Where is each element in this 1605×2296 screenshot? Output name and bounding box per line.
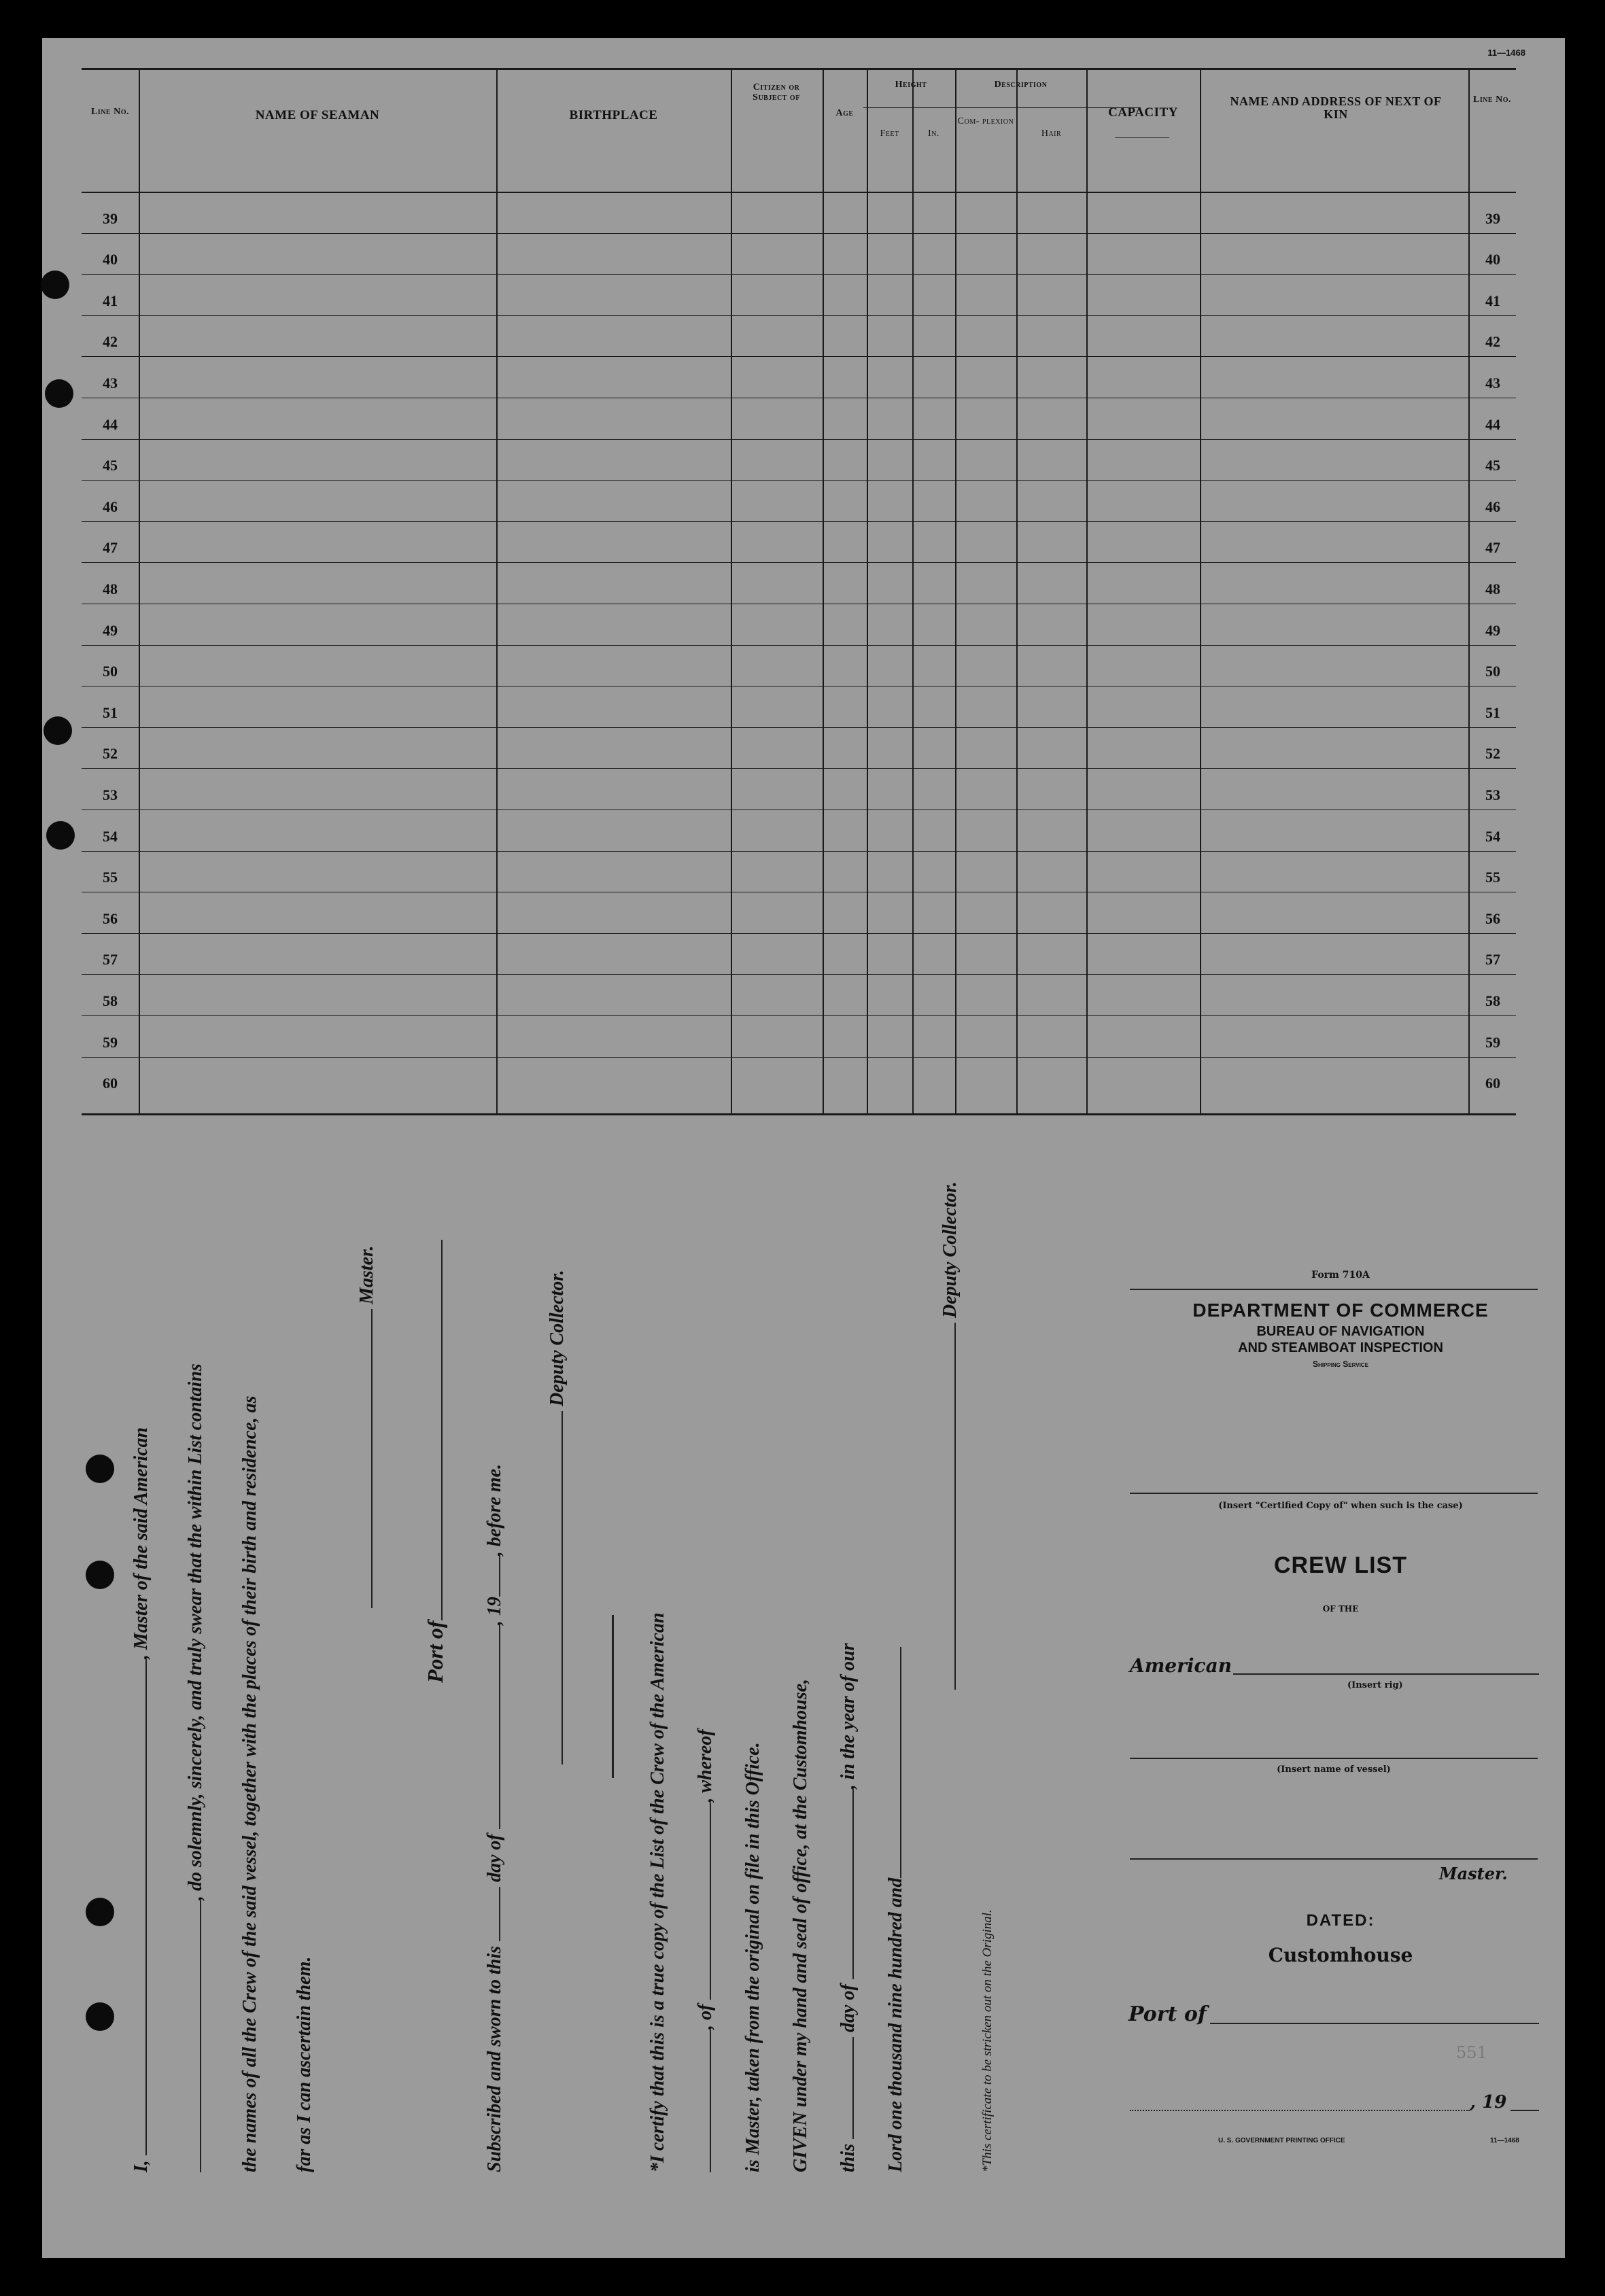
row-number-right: 50 xyxy=(1485,663,1500,680)
punch-hole xyxy=(86,2002,114,2031)
row-number-right: 41 xyxy=(1485,292,1500,309)
punch-hole xyxy=(86,1455,114,1483)
cert-line-5 xyxy=(838,1643,859,2172)
punch-hole xyxy=(86,1898,114,1926)
panel-top-rule xyxy=(1130,1289,1538,1290)
bureau-line-1: BUREAU OF NAVIGATION xyxy=(1256,1324,1425,1339)
row-number-left: 48 xyxy=(103,580,118,597)
header-in: In. xyxy=(928,128,939,139)
row-rule xyxy=(82,521,1516,522)
header-age: Age xyxy=(835,108,854,118)
american-label: American xyxy=(1130,1654,1232,1677)
row-number-left: 46 xyxy=(103,498,118,515)
row-rule xyxy=(82,562,1516,563)
panel-master-label: Master. xyxy=(1439,1864,1508,1883)
cert-footnote: *This certificate to be stricken out on the Original. xyxy=(980,1909,995,2172)
header-name-of-seaman: NAME OF SEAMAN xyxy=(255,108,380,122)
row-number-left: 39 xyxy=(103,210,118,227)
col-divider xyxy=(1086,68,1088,1115)
row-number-left: 47 xyxy=(103,539,118,556)
port-of-label: Port of xyxy=(423,1620,447,1683)
row-rule xyxy=(82,233,1516,234)
crew-list-form-page xyxy=(42,38,1565,2258)
row-rule xyxy=(82,480,1516,481)
row-number-left: 41 xyxy=(103,292,118,309)
cert-whereof: , whereof xyxy=(695,1729,716,1803)
shipping-service: Shipping Service xyxy=(1313,1359,1368,1369)
row-number-left: 58 xyxy=(103,992,118,1009)
header-next-of-kin: NAME AND ADDRESS OF NEXT OF KIN xyxy=(1230,94,1442,121)
before-me-text: , before me. xyxy=(484,1463,505,1556)
panel-port-line xyxy=(1210,2023,1539,2024)
row-rule xyxy=(82,727,1516,728)
row-rule xyxy=(82,1057,1516,1058)
header-description: Description xyxy=(994,80,1048,90)
row-number-left: 59 xyxy=(103,1034,118,1051)
capacity-dash xyxy=(1115,137,1169,138)
punch-hole xyxy=(45,379,73,408)
cert-month-blank xyxy=(852,1789,854,1979)
row-number-right: 53 xyxy=(1485,786,1500,803)
year-line xyxy=(1511,2110,1539,2111)
row-number-right: 49 xyxy=(1485,622,1500,639)
crew-table xyxy=(82,68,1516,1115)
row-number-right: 39 xyxy=(1485,210,1500,227)
row-number-right: 52 xyxy=(1485,745,1500,762)
header-birthplace: BIRTHPLACE xyxy=(569,108,658,122)
certified-copy-line xyxy=(1130,1493,1538,1494)
row-number-left: 40 xyxy=(103,251,118,268)
cert-line-1: *I certify that this is a true copy of the List of the Crew of the American xyxy=(647,1612,668,2172)
row-number-right: 46 xyxy=(1485,498,1500,515)
crew-list-cover-panel xyxy=(1128,1268,1551,2144)
deputy-collector-label-2: Deputy Collector. xyxy=(939,1181,961,1318)
row-number-right: 51 xyxy=(1485,704,1500,721)
insert-certified-note: (Insert "Certified Copy of" when such is the case) xyxy=(1218,1501,1463,1511)
stamp-number: 551 xyxy=(1456,2043,1487,2062)
oath-blank xyxy=(200,1900,201,2172)
year-prefix: , 19 xyxy=(484,1597,505,1626)
row-rule xyxy=(82,439,1516,440)
row-number-right: 44 xyxy=(1485,416,1500,433)
cert-year-text: , in the year of our xyxy=(838,1643,859,1790)
row-number-left: 54 xyxy=(103,828,118,845)
oath-line-1 xyxy=(131,1427,152,2172)
day-of-text: day of xyxy=(484,1829,505,1887)
date-19-label: , 19 xyxy=(1470,2092,1507,2112)
oath-line-3: the names of all the Crew of the said vessel, together with the places of their birth and residence, as xyxy=(239,1395,260,2172)
form-code-top: 11—1468 xyxy=(1487,48,1525,58)
col-divider xyxy=(1016,68,1018,1115)
cert-this: this xyxy=(838,2138,859,2172)
insert-vessel-note: (Insert name of vessel) xyxy=(1277,1764,1391,1775)
dated-label: DATED: xyxy=(1306,1911,1375,1930)
port-of-blank xyxy=(441,1240,443,1620)
cert-blank xyxy=(710,2030,711,2172)
gpo-imprint: U. S. GOVERNMENT PRINTING OFFICE xyxy=(1218,2137,1345,2144)
oath-master-of: , Master of the said American xyxy=(131,1427,152,1660)
master-signature-line xyxy=(371,1309,373,1608)
row-rule xyxy=(82,315,1516,316)
oath-line-2 xyxy=(185,1363,207,2172)
port-of-line xyxy=(423,1240,448,1683)
row-rule xyxy=(82,933,1516,934)
header-line-no: Line No. xyxy=(90,107,129,117)
header-capacity: CAPACITY xyxy=(1108,105,1178,120)
row-rule xyxy=(82,974,1516,975)
header-feet: Feet xyxy=(880,128,899,139)
master-name-blank xyxy=(145,1659,147,2155)
row-number-left: 50 xyxy=(103,663,118,680)
table-bottom-rule xyxy=(82,1113,1516,1115)
vessel-name-line xyxy=(1130,1758,1538,1759)
cert-port-blank xyxy=(710,1803,711,2000)
row-number-right: 42 xyxy=(1485,333,1500,350)
col-divider xyxy=(1468,68,1470,1115)
cert-lord-text: Lord one thousand nine hundred and xyxy=(885,1877,906,2172)
deputy-signature-line-2 xyxy=(954,1323,956,1690)
deputy-collector-1 xyxy=(547,1270,568,1764)
deputy-collector-label: Deputy Collector. xyxy=(547,1270,568,1406)
row-rule xyxy=(82,356,1516,357)
crew-list-title: CREW LIST xyxy=(1274,1552,1407,1578)
header-citizen: Citizen or Subject of xyxy=(753,82,800,103)
row-rule xyxy=(82,274,1516,275)
deputy-signature-line xyxy=(562,1411,563,1764)
row-number-left: 55 xyxy=(103,869,118,886)
panel-port-of-label: Port of xyxy=(1128,2002,1207,2026)
row-number-left: 45 xyxy=(103,457,118,474)
department-title: DEPARTMENT OF COMMERCE xyxy=(1192,1300,1489,1321)
header-height: Height xyxy=(895,80,927,90)
punch-hole xyxy=(41,271,69,299)
row-number-left: 43 xyxy=(103,375,118,392)
col-divider xyxy=(1200,68,1201,1115)
col-divider xyxy=(731,68,732,1115)
separator-rule xyxy=(612,1615,614,1778)
row-number-right: 54 xyxy=(1485,828,1500,845)
punch-hole xyxy=(86,1561,114,1589)
of-the-label: OF THE xyxy=(1322,1604,1359,1614)
customhouse-label: Customhouse xyxy=(1268,1944,1413,1966)
col-divider xyxy=(912,68,914,1115)
row-number-left: 53 xyxy=(103,786,118,803)
header-line-no-right: Line No. xyxy=(1472,94,1511,105)
subscribed-line xyxy=(484,1464,506,2172)
row-number-left: 49 xyxy=(103,622,118,639)
row-number-left: 44 xyxy=(103,416,118,433)
insert-rig-note: (Insert rig) xyxy=(1347,1680,1403,1690)
cert-line-2 xyxy=(695,1729,717,2172)
year-blank xyxy=(499,1556,500,1597)
row-number-right: 40 xyxy=(1485,251,1500,268)
master-line xyxy=(1130,1858,1538,1860)
row-number-right: 59 xyxy=(1485,1034,1500,1051)
row-rule xyxy=(82,768,1516,769)
col-divider xyxy=(139,68,140,1115)
date-line xyxy=(1130,2110,1470,2112)
cert-line-3: is Master, taken from the original on file in this Office. xyxy=(742,1742,763,2172)
row-rule xyxy=(82,851,1516,852)
row-number-left: 51 xyxy=(103,704,118,721)
col-divider xyxy=(823,68,824,1115)
subscribed-text: Subscribed and sworn to this xyxy=(484,1941,505,2172)
row-number-right: 45 xyxy=(1485,457,1500,474)
row-number-right: 57 xyxy=(1485,951,1500,968)
row-rule xyxy=(82,645,1516,646)
row-number-left: 52 xyxy=(103,745,118,762)
cert-line-4: GIVEN under my hand and seal of office, at the Customhouse, xyxy=(790,1678,811,2172)
header-complexion: Com- plexion xyxy=(957,116,1014,126)
row-number-right: 48 xyxy=(1485,580,1500,597)
bureau-line-2: AND STEAMBOAT INSPECTION xyxy=(1238,1340,1443,1355)
row-number-left: 60 xyxy=(103,1075,118,1092)
oath-i: I, xyxy=(131,2155,152,2172)
cert-of: , of xyxy=(695,1999,716,2030)
panel-form-code: 11—1468 xyxy=(1490,2137,1519,2144)
master-signature xyxy=(356,1246,378,1608)
row-rule xyxy=(82,1015,1516,1016)
deputy-collector-2 xyxy=(939,1181,961,1690)
punch-hole xyxy=(46,821,75,850)
header-bottom-rule xyxy=(82,192,1516,193)
punch-hole xyxy=(44,716,72,745)
cert-year-blank xyxy=(900,1647,901,1878)
rig-line xyxy=(1233,1673,1539,1675)
cert-line-6 xyxy=(885,1647,907,2172)
header-hair: Hair xyxy=(1041,128,1062,139)
day-blank xyxy=(499,1887,500,1941)
master-label: Master. xyxy=(356,1245,377,1304)
table-top-rule xyxy=(82,68,1516,70)
row-number-left: 42 xyxy=(103,333,118,350)
oath-line-4: far as I can ascertain them. xyxy=(294,1956,315,2172)
month-blank xyxy=(499,1625,500,1829)
row-number-right: 56 xyxy=(1485,910,1500,927)
oath-swear-text: , do solemnly, sincerely, and truly swear that the within List contains xyxy=(185,1363,206,1900)
col-divider xyxy=(955,68,956,1115)
cert-day-of: day of xyxy=(838,1979,859,2037)
form-number: Form 710A xyxy=(1311,1270,1370,1281)
cert-day-blank xyxy=(852,2037,854,2139)
row-number-left: 57 xyxy=(103,951,118,968)
row-number-right: 60 xyxy=(1485,1075,1500,1092)
row-number-left: 56 xyxy=(103,910,118,927)
row-number-right: 58 xyxy=(1485,992,1500,1009)
col-divider xyxy=(496,68,498,1115)
row-number-right: 43 xyxy=(1485,375,1500,392)
row-number-right: 47 xyxy=(1485,539,1500,556)
row-number-right: 55 xyxy=(1485,869,1500,886)
col-divider xyxy=(867,68,868,1115)
